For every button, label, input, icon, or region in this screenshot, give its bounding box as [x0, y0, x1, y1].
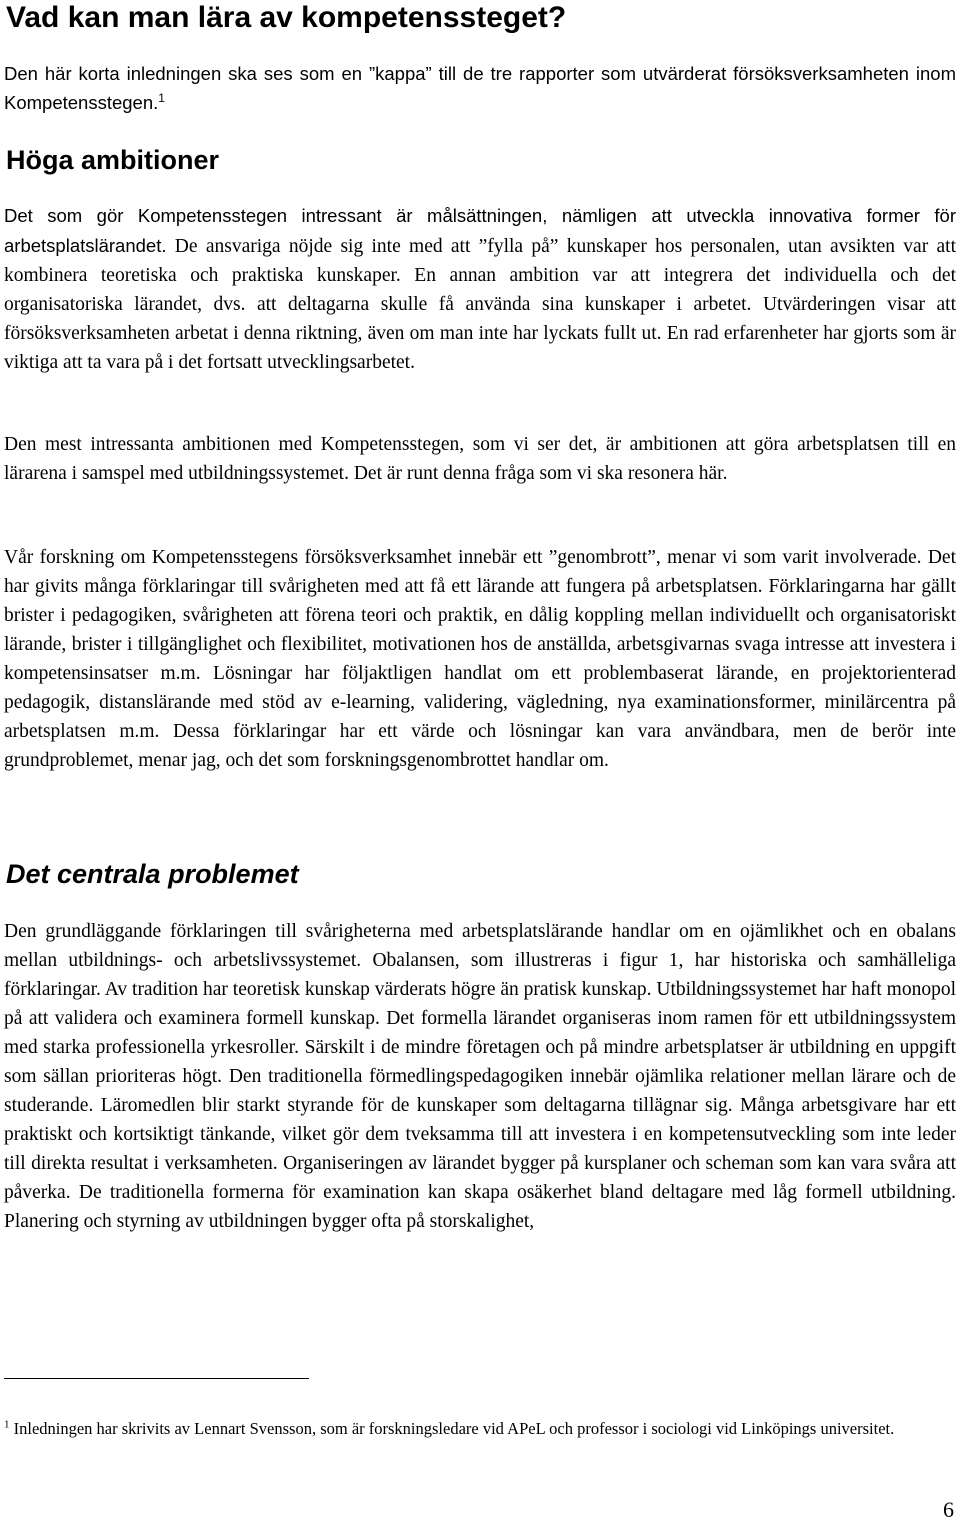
page-number: 6 [943, 1497, 954, 1522]
footnote [4, 1416, 956, 1442]
footnote-separator [4, 1378, 309, 1379]
page-title: Vad kan man lära av kompetenssteget? [6, 1, 567, 34]
footnote-number: 1 [4, 1418, 10, 1431]
section1-paragraph-1-serif-part: De ansvariga nöjde sig inte med att ”fylla på” kunskaper hos personalen, utan avsikten var att kombinera teoretiska och praktiska kunskaper. En annan ambition var att integrera det individuella och det organisatoriska lärandet, dvs. att deltagarna skulle få använda sina kunskaper i arbetet. Utvärderingen visar att försöksverksamheten arbetat i denna riktning, även om man inte har lyckats fullt ut. En rad erfarenheter har gjorts som är viktiga att ta vara på i det fortsatt utvecklingsarbetet. [4, 236, 956, 373]
section-heading-hoga-ambitioner: Höga ambitioner [6, 145, 220, 175]
section1-paragraph-1-sans-part: Det som gör Kompetensstegen intressant är målsättningen, nämligen att utveckla innovativa former för arbetsplatslärandet. [4, 205, 956, 256]
section1-paragraph-2: Den mest intressanta ambitionen med Kompetensstegen, som vi ser det, är ambitionen att göra arbetsplatsen till en lärarena i samspel med utbildningssystemet. Det är runt denna fråga som vi ska resonera här. [4, 434, 956, 484]
section-heading-det-centrala-problemet: Det centrala problemet [6, 859, 299, 889]
section2-paragraph-1: Den grundläggande förklaringen till svårigheterna med arbetsplatslärande handlar om en ojämlikhet och en obalans mellan utbildnings- och arbetslivssystemet. Obalansen, som illustreras i figur 1, har historiska och samhälleliga förklaringar. Av tradition har teoretisk kunskap värderats högre än pratisk kunskap. Utbildningssystemet har haft monopol på att validera och examinera formell kunskap. Det formella lärandet organiseras inom ramen för ett utbildningssystem med starka professionella yrkesroller. Särskilt i de mindre företagen och på mindre arbetsplatser är utbildning en uppgift som sällan prioriteras högt. Den traditionella förmedlingspedagogiken innebär ojämlika relationer mellan lärare och de studerande. Läromedlen blir starkt styrande för de kunskaper som deltagarna tillägnar sig. Många arbetsgivare har ett praktiskt och kortsiktigt tänkande, vilket gör dem tveksamma till att investera i en kompetensutveckling som inte leder till direkta resultat i verksamheten. Organiseringen av lärandet bygger på kursplaner och scheman som kan vara svåra att påverka. De traditionella formerna för examination kan skapa osäkerhet bland deltagare med låg formell utbildning. Planering och styrning av utbildningen bygger ofta på storskalighet, [4, 921, 956, 1232]
footnote-ref-1[interactable]: 1 [158, 90, 165, 105]
section1-paragraph-3: Vår forskning om Kompetensstegens försöksverksamhet innebär ett ”genombrott”, menar vi som varit involverade. Det har givits många förklaringar till svårigheten med att få ett lärande att fungera på arbetsplatsen. Förklaringarna har gällt brister i pedagogiken, svårigheten att förena teori och praktik, en dålig koppling mellan individuellt och organisatoriskt lärande, brister i tillgänglighet och flexibilitet, motivationen hos de anställda, arbetsgivarnas svaga intresse att investera i kompetensinsatser m.m. Lösningar har följaktligen handlat om ett problembaserat lärande, en projektorienterad pedagogik, distanslärande med stöd av e-learning, validering, vägledning, nya examinationsformer, minilärcentra på arbetsplatsen m.m. Dessa förklaringar har ett värde och lösningar kan vara användbara, men de berör inte grundproblemet, menar jag, och det som forskningsgenombrottet handlar om. [4, 547, 956, 771]
section1-paragraph-1 [4, 201, 956, 377]
intro-text: Den här korta inledningen ska ses som en ”kappa” till de tre rapporter som utvärderat försöksverksamheten inom Kompetensstegen. [4, 63, 956, 113]
intro-paragraph [4, 59, 956, 117]
footnote-text: Inledningen har skrivits av Lennart Svensson, som är forskningsledare vid APeL och professor i sociologi vid Linköpings universitet. [9, 1419, 895, 1438]
